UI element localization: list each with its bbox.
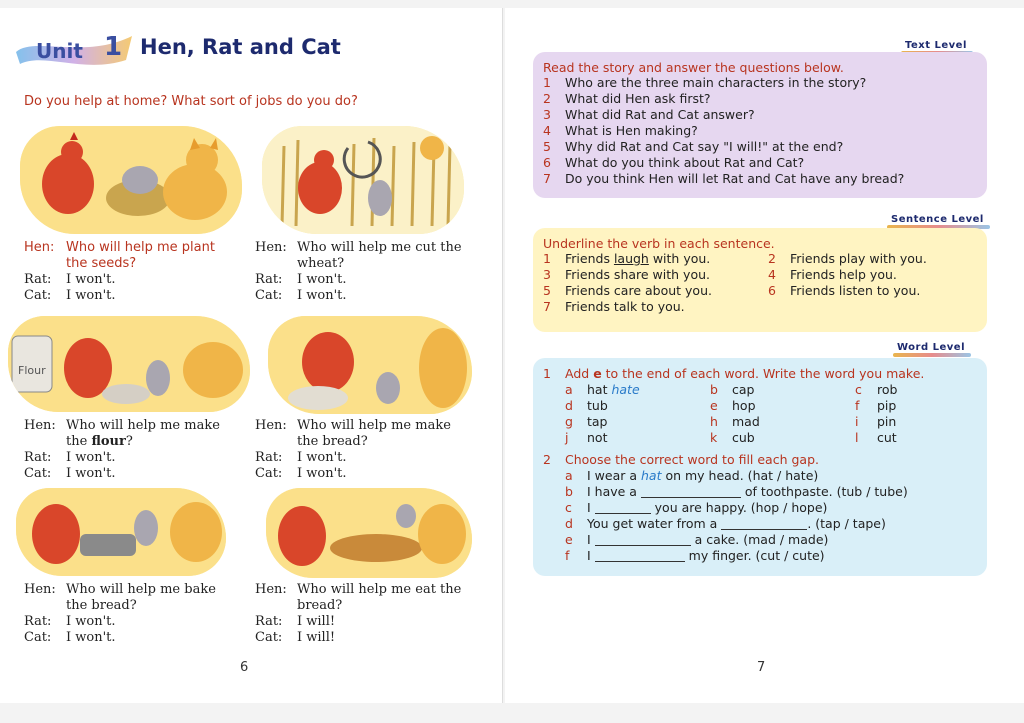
sentence-part: You get water from a (587, 516, 722, 531)
question-text: What did Hen ask first? (565, 91, 711, 106)
sentence-item (543, 251, 768, 267)
word-letter: k (710, 430, 718, 445)
answer-blank[interactable] (721, 518, 807, 530)
sentence-text (565, 251, 710, 267)
speech-text: I will! (297, 614, 336, 629)
word: cap (732, 382, 755, 397)
sentence-item (543, 299, 768, 315)
sentence-item (768, 251, 988, 267)
illustration-make-bread (268, 316, 472, 414)
word: mad (732, 414, 760, 429)
question-item (543, 139, 977, 155)
word: rob (877, 382, 898, 397)
speech-text: I won't. (66, 288, 116, 303)
word-letter: b (710, 382, 718, 397)
word: not (587, 430, 608, 445)
question-number: 7 (543, 171, 551, 186)
left-page (0, 8, 503, 703)
item-letter: c (565, 500, 572, 515)
exercise-2-instruction: Choose the correct word to fill each gap. (565, 452, 819, 467)
sentence-number: 6 (768, 283, 776, 298)
word: pin (877, 414, 897, 429)
unit-label: Unit (36, 39, 83, 63)
speaker: Cat: (24, 630, 52, 645)
word-item (565, 382, 710, 398)
speech-text (66, 418, 239, 450)
question-text: Why did Rat and Cat say "I will!" at the end? (565, 139, 844, 154)
gap-fill-sentence (587, 468, 818, 484)
illustration-make-flour (8, 316, 250, 412)
sentence-text: Friends help you. (790, 267, 897, 282)
answer-blank[interactable] (595, 502, 651, 514)
unit-badge (14, 30, 134, 72)
gap-fill-item (565, 548, 977, 564)
instruction-part: Add (565, 366, 594, 381)
sentence-part: of toothpaste. (tub / tube) (740, 484, 908, 499)
speaker: Hen: (255, 418, 287, 433)
question-item (543, 91, 977, 107)
sentence-item (543, 267, 768, 283)
page-number-right: 7 (757, 660, 766, 675)
speech-text: I won't. (66, 466, 116, 481)
gap-fill-sentence (587, 484, 908, 500)
speech-text: I will! (297, 630, 336, 645)
word-item (855, 414, 1005, 430)
question-number: 4 (543, 123, 551, 138)
item-letter: f (565, 548, 570, 563)
sentence-number: 5 (543, 283, 551, 298)
question-text: Who are the three main characters in the story? (565, 75, 867, 90)
instruction-bold: e (593, 366, 602, 381)
page-title: Hen, Rat and Cat (140, 35, 341, 59)
speech-text: I won't. (66, 614, 116, 629)
text-level-box (533, 52, 987, 198)
item-letter: b (565, 484, 573, 499)
speaker: Hen: (24, 582, 56, 597)
sentence-number: 2 (768, 251, 776, 266)
text-level-heading: Read the story and answer the questions below. (543, 60, 844, 75)
gap-fill-sentence (587, 548, 825, 564)
word-item (710, 382, 855, 398)
unit-number: 1 (104, 32, 123, 62)
speech-text: Who will help me cut the wheat? (297, 240, 462, 271)
speaker: Rat: (255, 614, 283, 629)
question-number: 1 (543, 75, 551, 90)
exercise-1-heading (543, 366, 977, 382)
sentence-level-box (533, 228, 987, 332)
exercise-number: 2 (543, 452, 551, 467)
word: tub (587, 398, 608, 413)
speaker: Hen: (255, 240, 287, 255)
speech-text-part: ? (125, 434, 133, 449)
sentence-item (543, 283, 768, 299)
illustration-cut-wheat (262, 126, 464, 234)
gap-fill-item (565, 500, 977, 516)
answer-blank[interactable] (595, 550, 685, 562)
gap-fill-sentence (587, 532, 828, 548)
flour-sack-label: Flour (18, 364, 46, 377)
underlined-verb: laugh (613, 251, 649, 266)
item-letter: d (565, 516, 573, 531)
speaker: Cat: (24, 466, 52, 481)
sentence-text: Friends talk to you. (565, 299, 685, 314)
word-letter: j (565, 430, 569, 445)
question-number: 3 (543, 107, 551, 122)
item-letter: a (565, 468, 573, 483)
question-item (543, 123, 977, 139)
speaker: Cat: (255, 288, 283, 303)
question-text: What did Rat and Cat answer? (565, 107, 755, 122)
sentence-item (768, 283, 988, 299)
intro-question: Do you help at home? What sort of jobs do you do? (24, 94, 358, 109)
word-level-box (533, 358, 987, 576)
gap-fill-sentence (587, 516, 886, 532)
illustration-bake-bread (16, 488, 226, 576)
dialog-panel-3 (24, 418, 239, 482)
sentence-part: I have a (587, 484, 641, 499)
question-item (543, 75, 977, 91)
speaker: Cat: (255, 630, 283, 645)
word: hat (587, 382, 608, 397)
sentence-text: Friends share with you. (565, 267, 710, 282)
speech-text: Who will help me bake the bread? (66, 582, 216, 613)
word-item (565, 414, 710, 430)
dialog-panel-4 (255, 418, 470, 482)
word-item (710, 398, 855, 414)
speaker: Rat: (255, 272, 283, 287)
sentence-number: 3 (543, 267, 551, 282)
word: hop (732, 398, 756, 413)
sentence-level-tag: Sentence Level (891, 214, 984, 225)
speech-text: I won't. (297, 466, 347, 481)
word-letter: f (855, 398, 860, 413)
sentence-number: 1 (543, 251, 551, 266)
word-letter: h (710, 414, 718, 429)
speech-text: I won't. (66, 272, 116, 287)
gap-fill-item (565, 484, 977, 500)
word-letter: d (565, 398, 573, 413)
speaker: Hen: (24, 418, 56, 433)
gap-fill-list (565, 468, 977, 564)
speech-text: Who will help me make the bread? (297, 418, 451, 449)
word: tap (587, 414, 608, 429)
speech-text-part: Who will help me make the (66, 418, 220, 449)
question-text: Do you think Hen will let Rat and Cat have any bread? (565, 171, 905, 186)
sentence-part: you are happy. (hop / hope) (650, 500, 828, 515)
sentence-part: my finger. (cut / cute) (684, 548, 825, 563)
word-item (710, 414, 855, 430)
word-letter: c (855, 382, 862, 397)
speech-text: Who will help me eat the bread? (297, 582, 462, 613)
word-item (565, 398, 710, 414)
question-text: What is Hen making? (565, 123, 698, 138)
exercise-2-heading (543, 452, 977, 468)
sentence-part: a cake. (mad / made) (690, 532, 829, 547)
question-item (543, 171, 977, 187)
word-level-tag: Word Level (897, 342, 965, 353)
word-letter: a (565, 382, 573, 397)
sentence-level-heading: Underline the verb in each sentence. (543, 236, 775, 251)
sentence-text: Friends listen to you. (790, 283, 921, 298)
speaker: Rat: (24, 272, 52, 287)
sentence-text: Friends play with you. (790, 251, 927, 266)
sentence-number: 7 (543, 299, 551, 314)
word-item (855, 398, 1005, 414)
word: cut (877, 430, 897, 445)
sentence-part: I (587, 532, 595, 547)
speaker: Hen: (255, 582, 287, 597)
sentence-item (768, 267, 988, 283)
sentence-text-part: with you. (648, 251, 711, 266)
question-text: What do you think about Rat and Cat? (565, 155, 805, 170)
word-letter: g (565, 414, 573, 429)
handwritten-answer: hate (611, 382, 640, 397)
speech-text: I won't. (297, 450, 347, 465)
page-number-left: 6 (240, 660, 249, 675)
speech-text: I won't. (66, 630, 116, 645)
gap-fill-item (565, 468, 977, 484)
speaker: Rat: (24, 614, 52, 629)
answer-blank[interactable] (641, 486, 741, 498)
sentence-text-part: Friends (565, 251, 614, 266)
speaker: Cat: (255, 466, 283, 481)
dialog-panel-6 (255, 582, 470, 646)
sentence-part: I wear a (587, 468, 641, 483)
illustration-plant-seeds (20, 126, 242, 234)
word-item (710, 430, 855, 446)
handwritten-answer: hat (640, 468, 662, 483)
gap-fill-item (565, 516, 977, 532)
word-letter: e (710, 398, 718, 413)
gap-fill-sentence (587, 500, 827, 516)
question-number: 2 (543, 91, 551, 106)
sentence-part: . (tap / tape) (807, 516, 886, 531)
speech-text: I won't. (297, 272, 347, 287)
instruction-part: to the end of each word. Write the word you make. (601, 366, 925, 381)
gap-fill-item (565, 532, 977, 548)
exercise-1-instruction (565, 366, 924, 382)
word-letter: i (855, 414, 859, 429)
sentence-part: I (587, 548, 595, 563)
right-page (505, 8, 1024, 703)
word-item (855, 430, 1005, 446)
word: cub (732, 430, 755, 445)
item-letter: e (565, 532, 573, 547)
exercise-number: 1 (543, 366, 551, 381)
sentence-part: on my head. (hat / hate) (661, 468, 819, 483)
dialog-panel-5 (24, 582, 239, 646)
answer-blank[interactable] (595, 534, 691, 546)
speaker: Cat: (24, 288, 52, 303)
speaker: Rat: (24, 450, 52, 465)
sentence-number: 4 (768, 267, 776, 282)
dialog-panel-2 (255, 240, 470, 304)
question-number: 6 (543, 155, 551, 170)
dialog-panel-1 (24, 240, 234, 304)
speaker: Hen: (24, 240, 55, 255)
word-item (565, 430, 710, 446)
question-number: 5 (543, 139, 551, 154)
speech-text: Who will help me plant the seeds? (66, 240, 215, 271)
speech-text-bold: flour (91, 434, 126, 449)
speech-text: I won't. (66, 450, 116, 465)
word-item (855, 382, 1005, 398)
question-item (543, 155, 977, 171)
sentence-text: Friends care about you. (565, 283, 712, 298)
word: pip (877, 398, 897, 413)
sentence-part: I (587, 500, 595, 515)
illustration-eat-bread (266, 488, 472, 578)
question-item (543, 107, 977, 123)
word-letter: l (855, 430, 859, 445)
text-level-tag: Text Level (905, 40, 967, 51)
speech-text: I won't. (297, 288, 347, 303)
word-grid (565, 382, 977, 446)
speaker: Rat: (255, 450, 283, 465)
